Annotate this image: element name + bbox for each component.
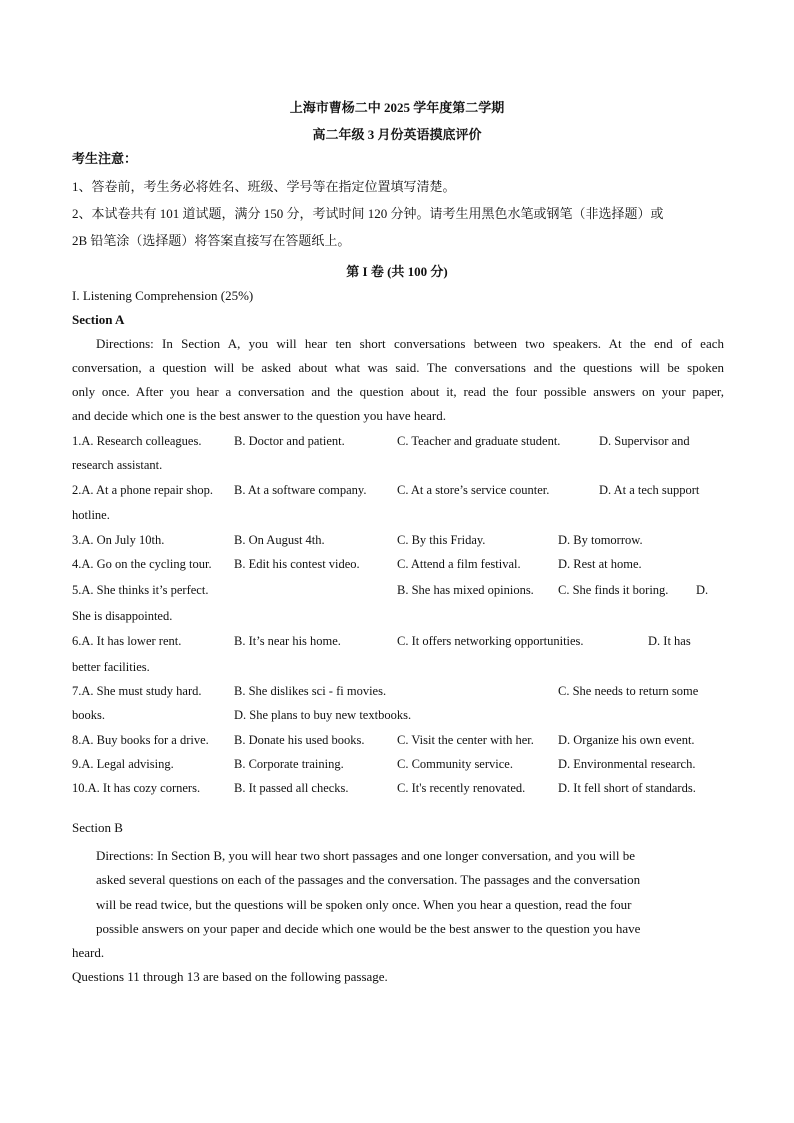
q2-option-a: 2.A. At a phone repair shop. [72,483,213,497]
notice-item-1: 1、答卷前，考生务必将姓名、班级、学号等在指定位置填写清楚。 [72,179,456,194]
section-b-note: Questions 11 through 13 are based on the following passage. [72,969,388,984]
q3-option-a: 3.A. On July 10th. [72,533,165,547]
q5-option-a: 5.A. She thinks it’s perfect. [72,583,209,597]
q7-option-c-wrap: books. [72,708,105,722]
q2-option-c: C. At a store’s service counter. [397,483,550,497]
q5-option-d: D. [696,583,709,597]
q4-option-c: C. Attend a film festival. [397,557,521,571]
q10-option-a: 10.A. It has cozy corners. [72,781,201,795]
section-a-directions-line: conversation, a question will be asked about what was said. The conversations and the questions will be spoken [72,360,724,375]
q8-option-a: 8.A. Buy books for a drive. [72,733,209,747]
q10-option-c: C. It's recently renovated. [397,781,526,795]
q1-option-c: C. Teacher and graduate student. [397,434,561,448]
q8-option-b: B. Donate his used books. [234,733,365,747]
q4-option-a: 4.A. Go on the cycling tour. [72,557,212,571]
q2-option-b: B. At a software company. [234,483,367,497]
section-b-title: Section B [72,820,123,835]
q3-option-c: C. By this Friday. [397,533,486,547]
q8-option-d: D. Organize his own event. [558,733,695,747]
q7-option-b: B. She dislikes sci - fi movies. [234,684,387,698]
q7-option-c: C. She needs to return some [558,684,699,698]
q10-option-b: B. It passed all checks. [234,781,349,795]
section-b-directions-line: heard. [72,945,105,960]
q7-option-a: 7.A. She must study hard. [72,684,202,698]
q6-option-d-wrap: better facilities. [72,660,150,674]
q9-option-b: B. Corporate training. [234,757,344,771]
q6-option-a: 6.A. It has lower rent. [72,634,182,648]
q9-option-a: 9.A. Legal advising. [72,757,174,771]
notice-heading: 考生注意： [72,151,138,166]
q8-option-c: C. Visit the center with her. [397,733,534,747]
section-a-directions-line: Directions: In Section A, you will hear ten short conversations between two speakers. At the end of each [96,336,724,351]
exam-subtitle: 高二年级 3 月份英语摸底评价 [312,127,482,142]
q3-option-b: B. On August 4th. [234,533,325,547]
q6-option-b: B. It’s near his home. [234,634,341,648]
q9-option-d: D. Environmental research. [558,757,696,771]
exam-title: 上海市曹杨二中 2025 学年度第二学期 [289,100,505,115]
section-a-title: Section A [72,312,125,327]
q1-option-d: D. Supervisor and [599,434,690,448]
q4-option-b: B. Edit his contest video. [234,557,360,571]
section-a-directions-line: and decide which one is the best answer to the question you have heard. [72,408,446,423]
q1-option-d-wrap: research assistant. [72,458,163,472]
q3-option-d: D. By tomorrow. [558,533,643,547]
notice-item-2-cont: 2B 铅笔涂（选择题）将答案直接写在答题纸上。 [72,233,351,248]
notice-item-2: 2、本试卷共有 101 道试题，满分 150 分，考试时间 120 分钟。请考生用黑色水笔或钢笔（非选择题）或 [72,206,664,221]
q5-option-d-wrap: She is disappointed. [72,609,173,623]
q5-option-b: B. She has mixed opinions. [397,583,534,597]
section-b-directions-line: will be read twice, but the questions will be spoken only once. When you hear a question, read the four [96,897,632,912]
q9-option-c: C. Community service. [397,757,513,771]
section-b-directions-line: possible answers on your paper and decide which one would be the best answer to the question you have [96,921,641,936]
q6-option-d: D. It has [648,634,691,648]
q10-option-d: D. It fell short of standards. [558,781,696,795]
section-a-directions-line: only once. After you hear a conversation and the question about it, read the four possible answers on your paper, [72,384,724,399]
q1-option-b: B. Doctor and patient. [234,434,345,448]
q5-option-c: C. She finds it boring. [558,583,669,597]
section-b-directions-line: asked several questions on each of the passages and the conversation. The passages and the conversation [96,872,641,887]
q2-option-d: D. At a tech support [599,483,700,497]
section-b-directions-line: Directions: In Section B, you will hear two short passages and one longer conversation, and you will be [96,848,636,863]
part-title: 第 I 卷 (共 100 分) [346,264,448,279]
q1-option-a: 1.A. Research colleagues. [72,434,202,448]
q2-option-d-wrap: hotline. [72,508,110,522]
q6-option-c: C. It offers networking opportunities. [397,634,584,648]
section-heading: I. Listening Comprehension (25%) [72,288,254,303]
q4-option-d: D. Rest at home. [558,557,642,571]
q7-option-d: D. She plans to buy new textbooks. [234,708,412,722]
